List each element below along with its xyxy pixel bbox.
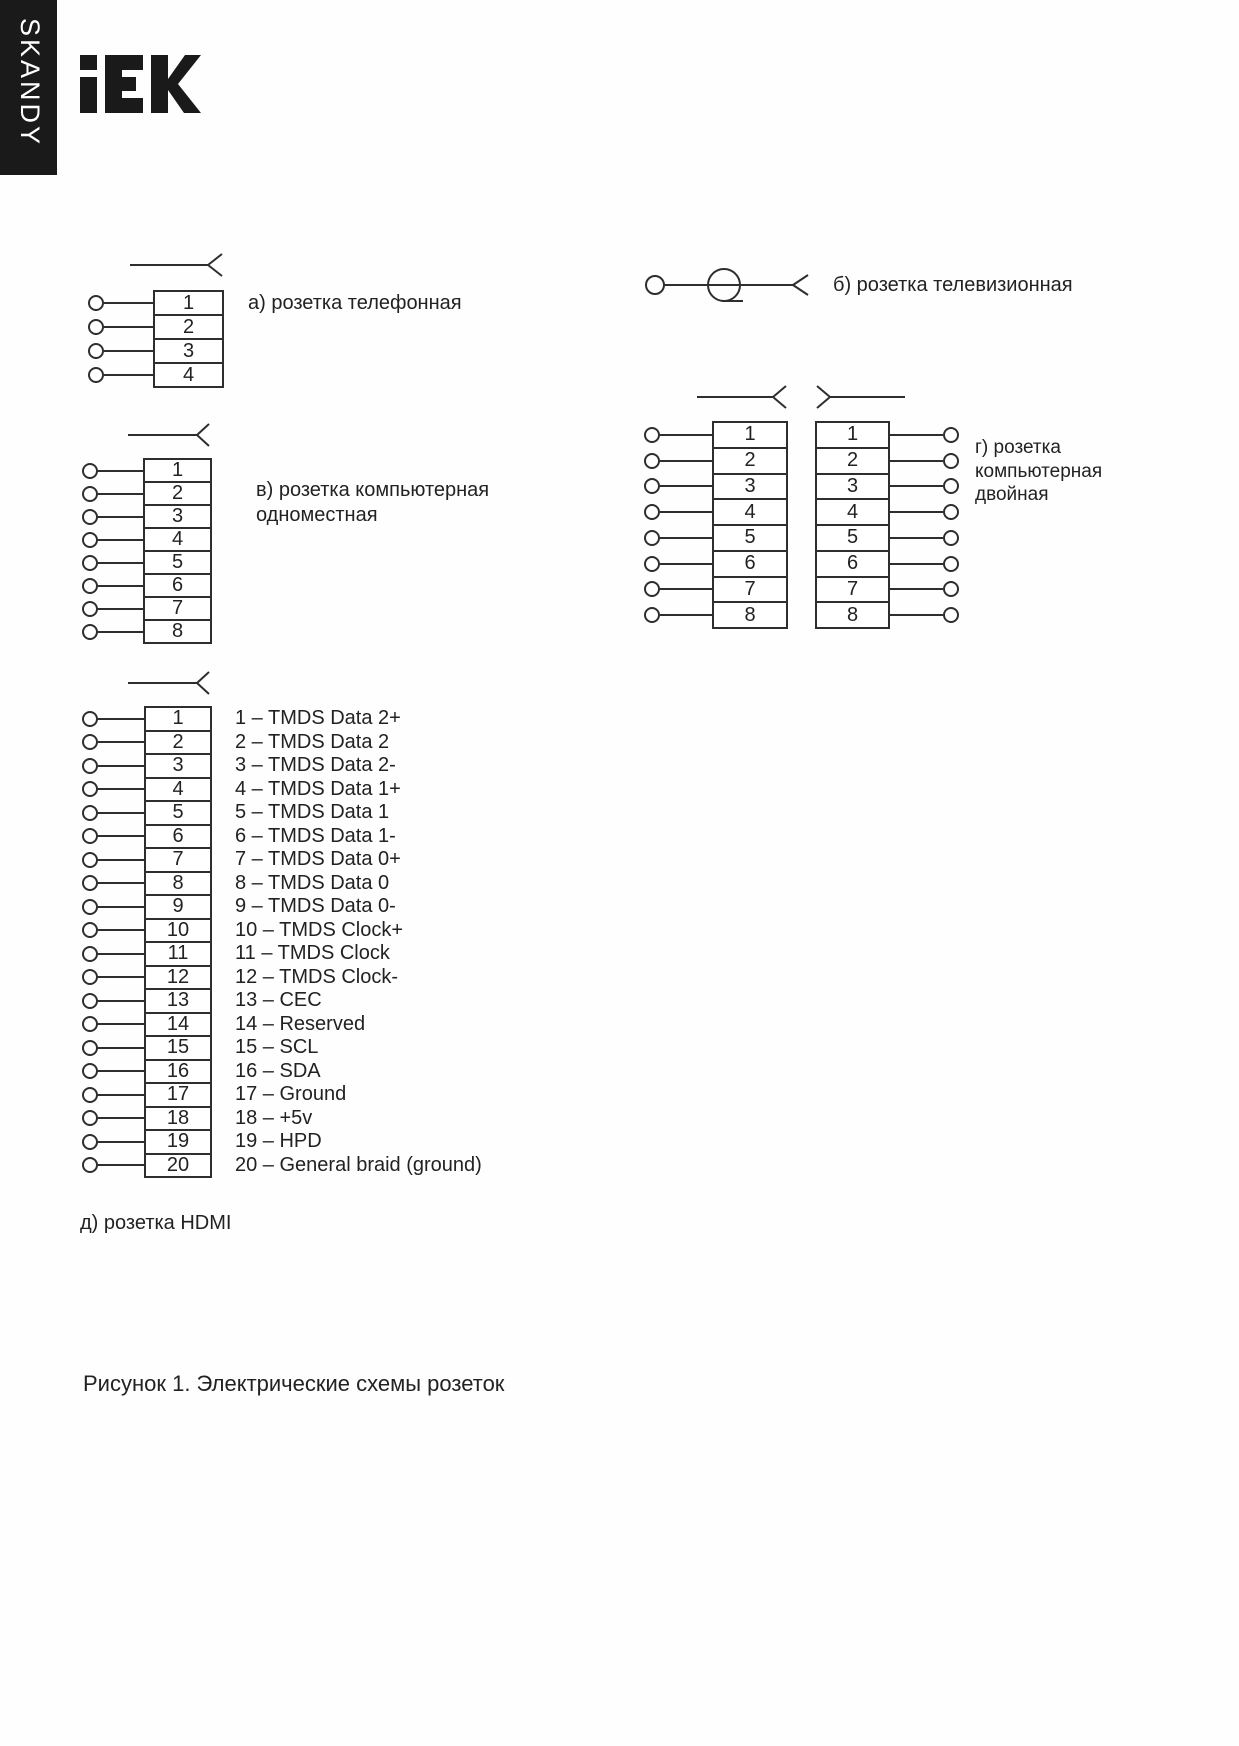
pin-row: [82, 620, 212, 643]
pin-row: [815, 474, 959, 500]
pin-row: [82, 966, 482, 990]
pin-description: 9 – TMDS Data 0-: [235, 895, 396, 918]
pin-number: 3: [153, 338, 224, 364]
wire-line: [98, 585, 143, 587]
plug-arrow-icon: [128, 421, 212, 449]
pin-description: 1 – TMDS Data 2+: [235, 707, 401, 730]
wire-line: [98, 882, 144, 884]
pin-description: 3 – TMDS Data 2-: [235, 754, 396, 777]
telephone-socket-diagram: [88, 291, 224, 387]
terminal-circle-icon: [644, 530, 660, 546]
pin-row: [82, 1036, 482, 1060]
pin-number: 2: [712, 447, 788, 475]
wire-line: [98, 493, 143, 495]
pin-description: 4 – TMDS Data 1+: [235, 777, 401, 800]
pin-number: 4: [143, 527, 212, 552]
wire-line: [98, 1164, 144, 1166]
pin-number: 5: [815, 524, 890, 552]
wire-line: [890, 563, 943, 565]
wire-line: [98, 1023, 144, 1025]
terminal-circle-icon: [82, 899, 98, 915]
label-line: двойная: [975, 484, 1049, 505]
pin-number: 4: [712, 498, 788, 526]
pin-number: 20: [144, 1153, 212, 1179]
pin-row: [82, 551, 212, 574]
pin-number: 7: [815, 576, 890, 604]
pin-number: 4: [144, 777, 212, 803]
pin-number: 10: [144, 918, 212, 944]
terminal-circle-icon: [82, 805, 98, 821]
pin-row: [644, 474, 788, 500]
terminal-circle-icon: [82, 852, 98, 868]
pin-description: 20 – General braid (ground): [235, 1153, 482, 1176]
brand-name: SKANDY: [15, 18, 45, 148]
pin-row: [644, 551, 788, 577]
wire-line: [98, 470, 143, 472]
terminal-circle-icon: [82, 578, 98, 594]
telephone-socket-label: а) розетка телефонная: [248, 292, 462, 314]
wire-line: [98, 953, 144, 955]
pin-row: [82, 825, 482, 849]
pin-row: [82, 505, 212, 528]
pin-row: [82, 574, 212, 597]
pin-description: 17 – Ground: [235, 1083, 347, 1106]
terminal-circle-icon: [82, 1016, 98, 1032]
wire-line: [660, 434, 712, 436]
label-line: г) розетка: [975, 437, 1061, 458]
terminal-circle-icon: [943, 504, 959, 520]
computer-double-left-diagram: [644, 422, 788, 628]
pin-row: [815, 499, 959, 525]
pin-row: [815, 422, 959, 448]
pin-row: [82, 707, 482, 731]
pin-description: 7 – TMDS Data 0+: [235, 848, 401, 871]
terminal-circle-icon: [82, 734, 98, 750]
wire-line: [660, 588, 712, 590]
wire-line: [98, 859, 144, 861]
iek-logo: [80, 55, 201, 113]
pin-number: 7: [712, 576, 788, 604]
terminal-circle-icon: [82, 1110, 98, 1126]
label-line: одноместная: [256, 504, 378, 526]
terminal-circle-icon: [82, 828, 98, 844]
pin-number: 5: [143, 550, 212, 575]
wire-line: [890, 511, 943, 513]
pin-number: 3: [143, 504, 212, 529]
wire-line: [98, 741, 144, 743]
brand-sidebar: [0, 0, 57, 175]
terminal-circle-icon: [88, 367, 104, 383]
pin-row: [644, 577, 788, 603]
pin-number: 1: [712, 421, 788, 449]
terminal-circle-icon: [644, 556, 660, 572]
terminal-circle-icon: [644, 504, 660, 520]
wire-line: [98, 1117, 144, 1119]
wire-line: [660, 563, 712, 565]
terminal-circle-icon: [943, 556, 959, 572]
pin-number: 8: [712, 601, 788, 629]
pin-number: 3: [815, 473, 890, 501]
pin-row: [82, 919, 482, 943]
wire-line: [98, 812, 144, 814]
pin-number: 6: [143, 573, 212, 598]
terminal-circle-icon: [88, 319, 104, 335]
pin-row: [82, 801, 482, 825]
pin-description: 10 – TMDS Clock+: [235, 918, 404, 941]
pin-number: 12: [144, 965, 212, 991]
pin-number: 8: [815, 601, 890, 629]
hdmi-socket-label: д) розетка HDMI: [80, 1212, 232, 1234]
pin-number: 5: [712, 524, 788, 552]
pin-description: 18 – +5v: [235, 1106, 313, 1129]
pin-row: [82, 528, 212, 551]
terminal-circle-icon: [644, 607, 660, 623]
terminal-circle-icon: [82, 486, 98, 502]
pin-number: 1: [143, 458, 212, 483]
pin-number: 1: [153, 290, 224, 316]
pin-row: [82, 1083, 482, 1107]
wire-line: [98, 929, 144, 931]
wire-line: [660, 485, 712, 487]
terminal-circle-icon: [644, 478, 660, 494]
wire-line: [104, 326, 153, 328]
pin-row: [644, 448, 788, 474]
computer-single-socket-label: [256, 478, 489, 528]
pin-row: [82, 1060, 482, 1084]
wire-line: [104, 350, 153, 352]
wire-line: [104, 302, 153, 304]
pin-description: 14 – Reserved: [235, 1012, 366, 1035]
terminal-circle-icon: [82, 1063, 98, 1079]
pin-row: [82, 459, 212, 482]
pin-number: 3: [144, 753, 212, 779]
wire-line: [98, 718, 144, 720]
terminal-circle-icon: [82, 993, 98, 1009]
pin-number: 9: [144, 894, 212, 920]
terminal-circle-icon: [82, 758, 98, 774]
terminal-circle-icon: [82, 711, 98, 727]
wire-line: [98, 1094, 144, 1096]
wire-line: [104, 374, 153, 376]
terminal-circle-icon: [82, 969, 98, 985]
pin-row: [82, 1130, 482, 1154]
pin-number: 8: [143, 619, 212, 644]
terminal-circle-icon: [88, 295, 104, 311]
terminal-circle-icon: [82, 532, 98, 548]
wire-line: [98, 906, 144, 908]
terminal-circle-icon: [82, 555, 98, 571]
terminal-circle-icon: [943, 427, 959, 443]
wire-line: [890, 588, 943, 590]
pin-row: [644, 602, 788, 628]
wire-line: [98, 539, 143, 541]
pin-description: 16 – SDA: [235, 1059, 321, 1082]
wire-line: [98, 765, 144, 767]
terminal-circle-icon: [82, 781, 98, 797]
plug-arrow-mirrored-icon: [814, 383, 908, 411]
pin-row: [815, 551, 959, 577]
pin-number: 7: [144, 847, 212, 873]
terminal-circle-icon: [943, 530, 959, 546]
pin-number: 16: [144, 1059, 212, 1085]
pin-row: [82, 942, 482, 966]
pin-description: 12 – TMDS Clock-: [235, 965, 399, 988]
plug-arrow-icon: [130, 251, 225, 279]
computer-double-right-diagram: [815, 422, 959, 628]
pin-number: 11: [144, 941, 212, 967]
terminal-circle-icon: [943, 581, 959, 597]
wire-line: [660, 537, 712, 539]
plug-arrow-icon: [697, 383, 789, 411]
terminal-circle-icon: [943, 453, 959, 469]
pin-row: [82, 482, 212, 505]
terminal-circle-icon: [943, 478, 959, 494]
pin-row: [82, 731, 482, 755]
pin-row: [82, 872, 482, 896]
pin-row: [88, 339, 224, 363]
wire-line: [890, 434, 943, 436]
pin-row: [88, 291, 224, 315]
pin-description: 8 – TMDS Data 0: [235, 871, 390, 894]
terminal-circle-icon: [82, 601, 98, 617]
pin-number: 1: [144, 706, 212, 732]
pin-number: 13: [144, 988, 212, 1014]
pin-row: [644, 422, 788, 448]
pin-description: 6 – TMDS Data 1-: [235, 824, 396, 847]
pin-row: [82, 778, 482, 802]
computer-single-socket-diagram: [82, 459, 212, 643]
pin-number: 3: [712, 473, 788, 501]
pin-number: 7: [143, 596, 212, 621]
pin-number: 2: [143, 481, 212, 506]
pin-row: [88, 315, 224, 339]
pin-number: 18: [144, 1106, 212, 1132]
pin-number: 6: [815, 550, 890, 578]
wire-line: [660, 614, 712, 616]
pin-row: [82, 1154, 482, 1178]
terminal-circle-icon: [82, 875, 98, 891]
label-line: в) розетка компьютерная: [256, 479, 490, 501]
terminal-circle-icon: [82, 922, 98, 938]
wire-line: [890, 537, 943, 539]
terminal-circle-icon: [644, 581, 660, 597]
terminal-circle-icon: [82, 1157, 98, 1173]
pin-row: [815, 602, 959, 628]
wire-line: [660, 460, 712, 462]
pin-number: 1: [815, 421, 890, 449]
pin-description: 13 – CEC: [235, 989, 322, 1012]
pin-number: 5: [144, 800, 212, 826]
pin-row: [815, 525, 959, 551]
pin-number: 6: [144, 824, 212, 850]
wire-line: [890, 614, 943, 616]
pin-number: 4: [815, 498, 890, 526]
pin-row: [88, 363, 224, 387]
wire-line: [98, 1141, 144, 1143]
pin-number: 4: [153, 362, 224, 388]
pin-row: [815, 577, 959, 603]
terminal-circle-icon: [644, 427, 660, 443]
pin-number: 2: [144, 730, 212, 756]
wire-line: [98, 1047, 144, 1049]
pin-number: 15: [144, 1035, 212, 1061]
wire-line: [98, 835, 144, 837]
wire-line: [98, 1070, 144, 1072]
pin-number: 14: [144, 1012, 212, 1038]
wire-line: [98, 976, 144, 978]
pin-row: [82, 848, 482, 872]
pin-number: 2: [815, 447, 890, 475]
wire-line: [98, 1000, 144, 1002]
tv-socket-symbol-icon: [643, 261, 818, 309]
pin-row: [815, 448, 959, 474]
plug-arrow-icon: [128, 669, 212, 697]
wire-line: [98, 562, 143, 564]
pin-row: [82, 1013, 482, 1037]
terminal-circle-icon: [943, 607, 959, 623]
terminal-circle-icon: [82, 463, 98, 479]
terminal-circle-icon: [82, 509, 98, 525]
tv-socket-label: б) розетка телевизионная: [833, 274, 1073, 296]
pin-row: [82, 597, 212, 620]
hdmi-socket-diagram: [82, 707, 482, 1177]
pin-number: 2: [153, 314, 224, 340]
pin-row: [644, 499, 788, 525]
pin-description: 19 – HPD: [235, 1130, 322, 1153]
pin-number: 6: [712, 550, 788, 578]
pin-row: [82, 754, 482, 778]
terminal-circle-icon: [82, 946, 98, 962]
computer-double-socket-label: [975, 436, 1102, 507]
pin-row: [644, 525, 788, 551]
pin-description: 11 – TMDS Clock: [235, 942, 390, 965]
pin-description: 2 – TMDS Data 2: [235, 730, 390, 753]
pin-row: [82, 895, 482, 919]
terminal-circle-icon: [82, 1134, 98, 1150]
terminal-circle-icon: [82, 624, 98, 640]
wire-line: [98, 631, 143, 633]
pin-number: 8: [144, 871, 212, 897]
terminal-circle-icon: [82, 1040, 98, 1056]
terminal-circle-icon: [82, 1087, 98, 1103]
wire-line: [98, 516, 143, 518]
wire-line: [890, 460, 943, 462]
figure-caption: Рисунок 1. Электрические схемы розеток: [83, 1371, 505, 1396]
terminal-circle-icon: [644, 453, 660, 469]
pin-number: 17: [144, 1082, 212, 1108]
label-line: компьютерная: [975, 460, 1103, 482]
wire-line: [98, 608, 143, 610]
terminal-circle-icon: [88, 343, 104, 359]
pin-description: 15 – SCL: [235, 1036, 319, 1059]
pin-row: [82, 989, 482, 1013]
wire-line: [890, 485, 943, 487]
pin-row: [82, 1107, 482, 1131]
pin-number: 19: [144, 1129, 212, 1155]
pin-description: 5 – TMDS Data 1: [235, 801, 390, 824]
wire-line: [98, 788, 144, 790]
wire-line: [660, 511, 712, 513]
